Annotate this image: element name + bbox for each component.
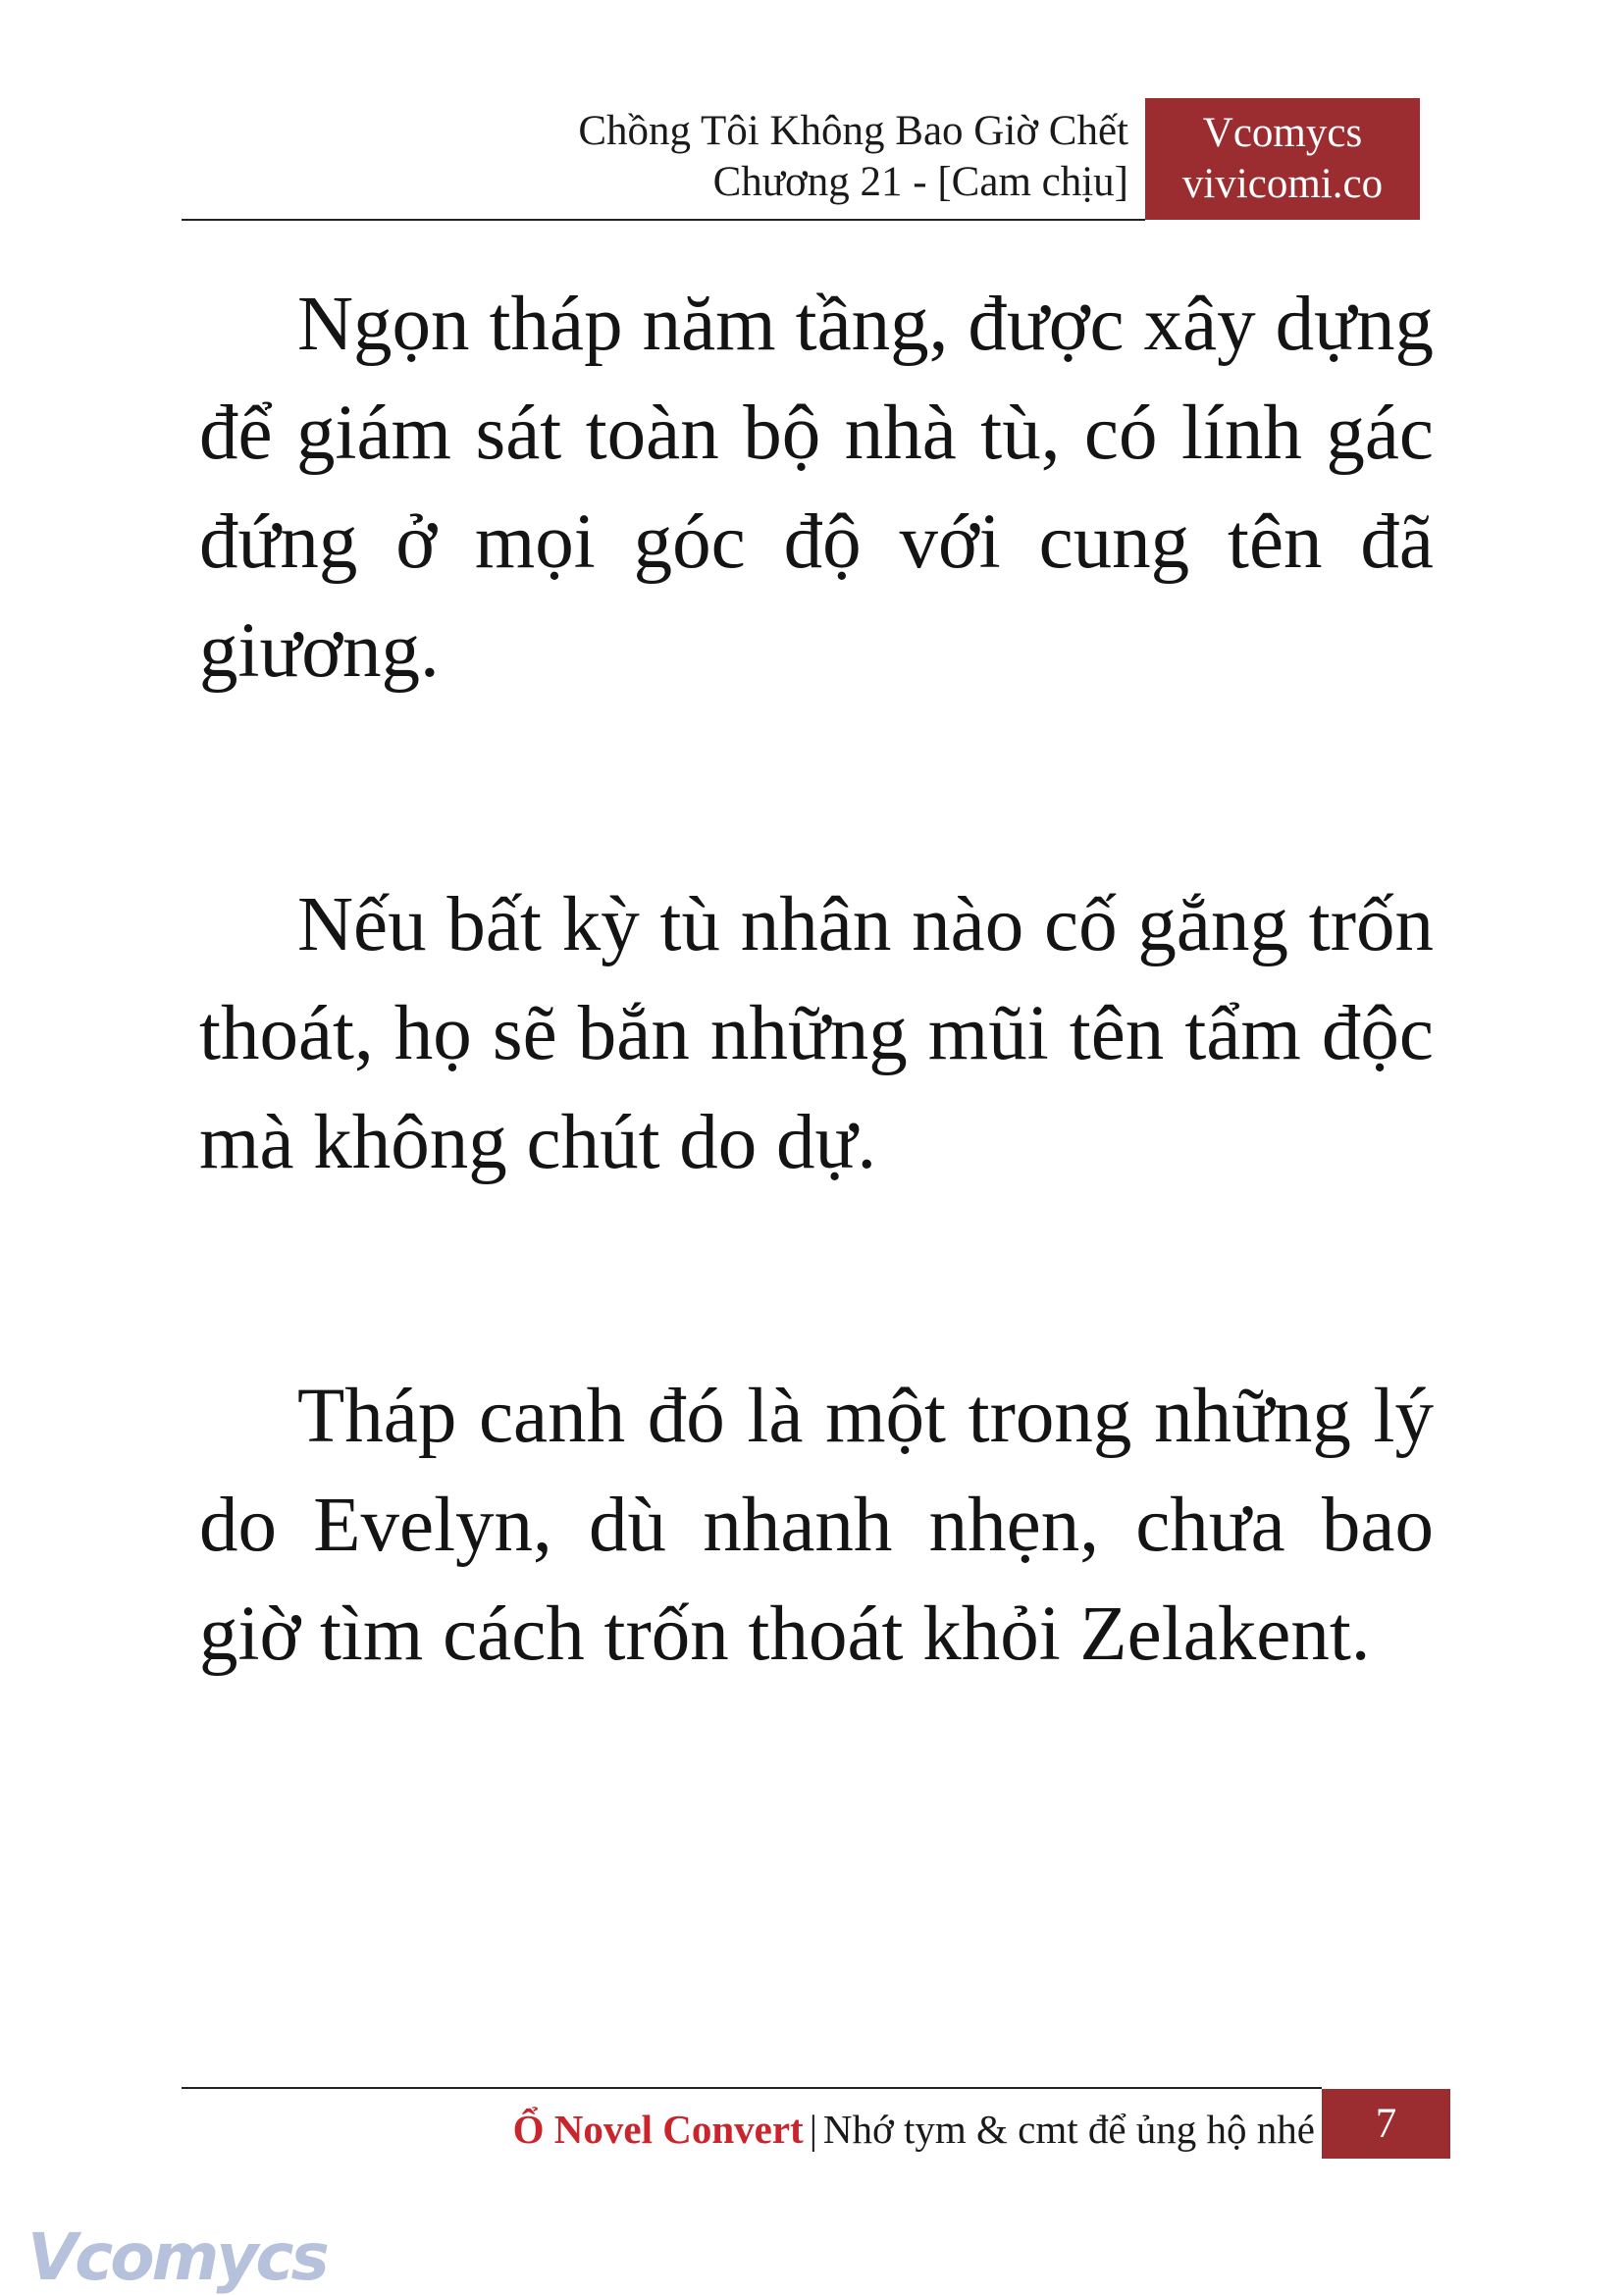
paragraph: Ngọn tháp năm tầng, được xây dựng để giám sát toàn bộ nhà tù, có lính gác đứng ở mọi góc độ với cung tên đã giương. xyxy=(199,282,1434,694)
footer-brand: Ổ Novel Convert xyxy=(512,2107,804,2152)
chapter-title: Chương 21 - [Cam chịu] xyxy=(712,159,1128,205)
header-brand-name: Vcomycs xyxy=(1202,110,1363,156)
page-number: 7 xyxy=(1322,2089,1450,2159)
footer-message: Nhớ tym & cmt để ủng hộ nhé xyxy=(822,2107,1315,2152)
paragraph: Nếu bất kỳ tù nhân nào cố gắng trốn thoát, họ sẽ bắn những mũi tên tẩm độc mà không chút do dự. xyxy=(199,882,1434,1185)
page-content xyxy=(199,270,1434,1689)
book-title: Chồng Tôi Không Bao Giờ Chết xyxy=(578,108,1128,154)
running-footer xyxy=(294,2100,1315,2159)
watermark-logo: Vcomycs xyxy=(27,2219,327,2295)
header-brand-site: vivicomi.co xyxy=(1181,161,1384,207)
running-header xyxy=(451,106,1128,208)
footer-separator: | xyxy=(809,2107,817,2152)
footer-divider xyxy=(182,2087,1322,2089)
header-divider xyxy=(182,219,1145,221)
header-brand-box xyxy=(1145,98,1420,220)
paragraph: Tháp canh đó là một trong những lý do Evelyn, dù nhanh nhẹn, chưa bao giờ tìm cách trốn thoát khỏi Zelakent. xyxy=(199,1374,1434,1677)
